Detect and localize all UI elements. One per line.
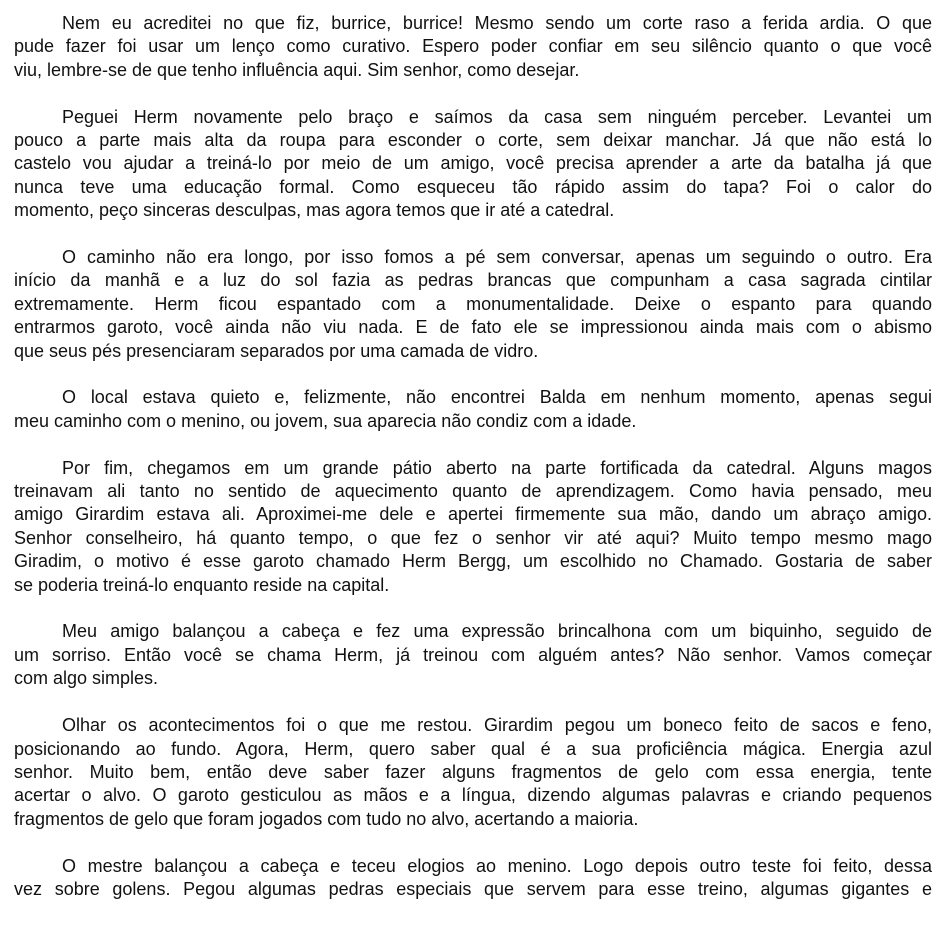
text-line: momento, peço sinceras desculpas, mas agora temos que ir até a catedral. [14, 200, 615, 221]
text-line: O local estava quieto e, felizmente, não encontrei Balda em nenhum momento, apenas segui [62, 387, 932, 408]
text-line: nunca teve uma educação formal. Como esqueceu tão rápido assim do tapa? Foi o calor do [14, 176, 932, 197]
text-line: pouco a parte mais alta da roupa para esconder o corte, sem deixar manchar. Já que não está lo [14, 130, 932, 151]
text-line: acertar o alvo. O garoto gesticulou as mãos e a língua, dizendo algumas palavras e criando pequenos [14, 785, 932, 806]
text-line: com algo simples. [14, 668, 159, 689]
text-line: posicionando ao fundo. Agora, Herm, quero saber qual é a sua proficiência mágica. Energia azul [14, 738, 932, 759]
text-line: castelo vou ajudar a treiná-lo por meio de um amigo, você precisa aprender a arte da batalha já que [14, 153, 932, 174]
text-line: viu, lembre-se de que tenho influência aqui. Sim senhor, como desejar. [14, 59, 580, 80]
paragraph [14, 246, 932, 363]
text-line: treinavam ali tanto no sentido de aquecimento quanto de aprendizagem. Como havia pensado, meu [14, 481, 932, 502]
text-line: Por fim, chegamos em um grande pátio aberto na parte fortificada da catedral. Alguns magos [62, 457, 932, 478]
text-line: início da manhã e a luz do sol fazia as pedras brancas que compunham a casa sagrada cintilar [14, 270, 932, 291]
text-line: Olhar os acontecimentos foi o que me restou. Girardim pegou um boneco feito de sacos e feno, [62, 715, 932, 736]
text-line: meu caminho com o menino, ou jovem, sua aparecia não condiz com a idade. [14, 410, 637, 431]
text-line: Senhor conselheiro, há quanto tempo, o que fez o senhor vir até aqui? Muito tempo mesmo mago [14, 527, 932, 548]
paragraph [14, 714, 932, 831]
paragraph [14, 855, 932, 902]
paragraph [14, 620, 932, 690]
paragraph [14, 12, 932, 82]
document-page [14, 12, 932, 925]
text-line: entrarmos garoto, você ainda não viu nada. E de fato ele se impressionou ainda mais com o abismo [14, 317, 932, 338]
text-line: Meu amigo balançou a cabeça e fez uma expressão brincalhona com um biquinho, seguido de [62, 621, 932, 642]
text-line: fragmentos de gelo que foram jogados com tudo no alvo, acertando a maioria. [14, 808, 639, 829]
text-line: senhor. Muito bem, então deve saber fazer alguns fragmentos de gelo com essa energia, tente [14, 761, 932, 782]
text-line: O mestre balançou a cabeça e teceu elogios ao menino. Logo depois outro teste foi feito, dessa [62, 855, 932, 876]
paragraph [14, 457, 932, 597]
text-line: pude fazer foi usar um lenço como curativo. Espero poder confiar em seu silêncio quanto o que você [14, 36, 932, 57]
paragraph [14, 386, 932, 433]
text-line: Giradim, o motivo é esse garoto chamado Herm Bergg, um escolhido no Chamado. Gostaria de saber [14, 551, 932, 572]
text-line: um sorriso. Então você se chama Herm, já treinou com alguém antes? Não senhor. Vamos começar [14, 644, 932, 665]
text-line: se poderia treiná-lo enquanto reside na capital. [14, 574, 390, 595]
text-line: amigo Girardim estava ali. Aproximei-me dele e apertei firmemente sua mão, dando um abraço amigo. [14, 504, 932, 525]
text-line: extremamente. Herm ficou espantado com a monumentalidade. Deixe o espanto para quando [14, 293, 932, 314]
text-line: Nem eu acreditei no que fiz, burrice, burrice! Mesmo sendo um corte raso a ferida ardia. O que [62, 13, 932, 33]
text-line: O caminho não era longo, por isso fomos a pé sem conversar, apenas um seguindo o outro. Era [62, 247, 932, 268]
text-line: vez sobre golens. Pegou algumas pedras especiais que servem para esse treino, algumas gigantes e [14, 878, 932, 899]
paragraph [14, 106, 932, 223]
text-line: que seus pés presenciaram separados por uma camada de vidro. [14, 340, 539, 361]
text-line: Peguei Herm novamente pelo braço e saímos da casa sem ninguém perceber. Levantei um [62, 106, 932, 127]
